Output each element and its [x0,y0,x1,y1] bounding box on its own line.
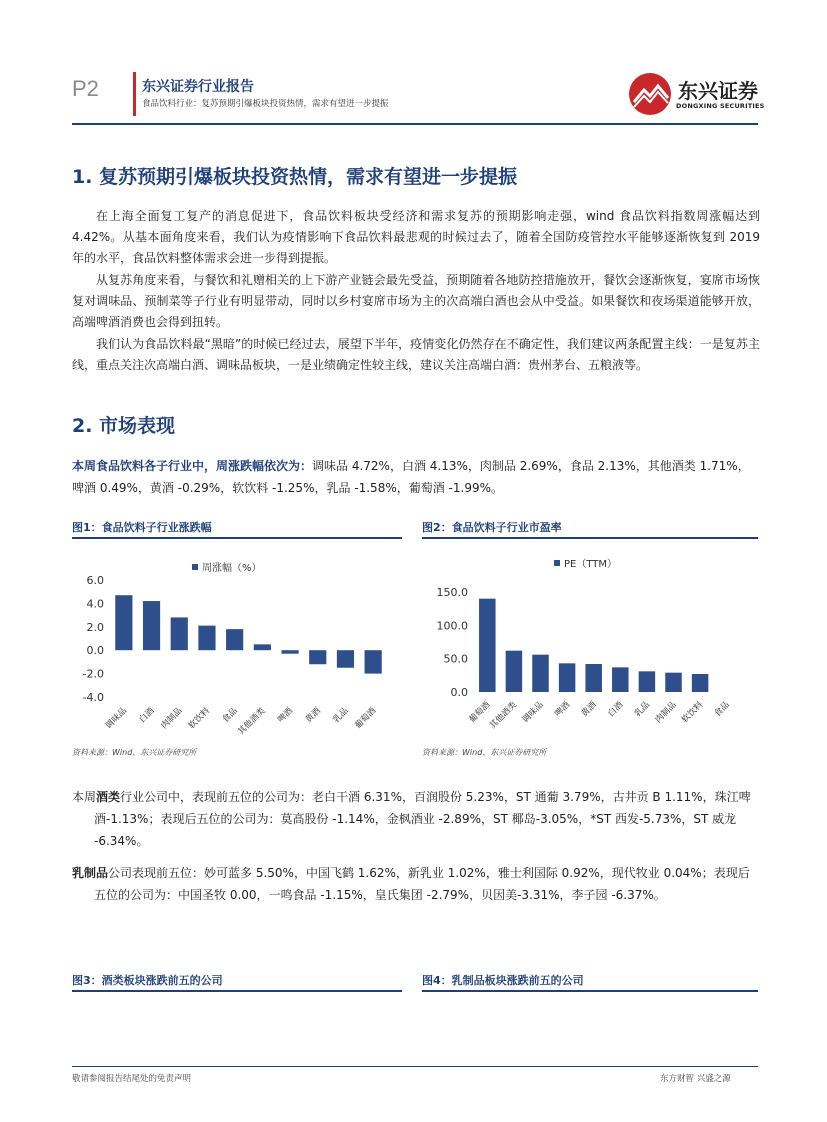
figure-4-title: 图4：乳制品板块涨跌前五的公司 [422,974,584,987]
alcohol-paragraph-text: 行业公司中，表现前五位的公司为：老白干酒 6.31%，百润股份 5.23%，ST 通葡 3.79%，古井贡 B 1.11%，珠江啤酒-1.13%；表现后五位的公司为：莫高股份 -1.14%，金枫酒业 -2.89%，ST 椰岛-3.05%，*ST 西发-5.73%，ST 威龙 -6.34%。 [94,790,751,848]
figure-2-rule [422,537,758,539]
chart-2-ytick: 50.0 [443,652,468,666]
chart-2-xtick: 葡萄酒 [467,700,493,726]
chart-2-bar [692,674,708,692]
paragraph-2: 从复苏角度来看，与餐饮和礼赠相关的上下游产业链会最先受益，预期随着各地防控措施放开，餐饮会逐渐恢复，宴席市场恢复对调味品、预制菜等子行业有明显带动，同时以乡村宴席市场为主的次高端白酒也会从中受益。如果餐饮和夜场渠道能够开放，高端啤酒消费也会得到扭转。 [72,273,760,329]
market-summary-text: 调味品 4.72%，白酒 4.13%，肉制品 2.69%，食品 2.13%，其他酒类 1.71%，啤酒 0.49%，黄酒 -0.29%，软饮料 -1.25%，乳品 -1.58%，葡萄酒 -1.99%。 [72,459,750,495]
chart-2-bar [612,667,628,692]
brand-logo-icon [628,72,674,116]
chart-1-bar [143,601,160,650]
alcohol-paragraph [72,786,760,852]
footer-divider [72,1066,758,1067]
chart-2-legend-swatch [554,560,560,566]
paragraph-1: 在上海全面复工复产的消息促进下，食品饮料板块受经济和需求复苏的预期影响走强，wind 食品饮料指数周涨幅达到 4.42%。从基本面角度来看，我们认为疫情影响下食品饮料最悲观的时候过去了，随着全国防疫管控水平能够逐渐恢复到 2019 年的水平，食品饮料整体需求会进一步得到提振。 [72,209,760,265]
chart-2-xtick: 白酒 [606,700,626,720]
chart-1-ytick: 6.0 [86,574,104,587]
chart-1-xtick: 食品 [220,706,240,726]
chart-2-bar [585,664,601,692]
footer-disclaimer: 敬请参阅报告结尾处的免责声明 [72,1074,192,1084]
chart-2-bar [532,655,548,692]
chart-1-xtick: 软饮料 [186,706,213,732]
chart-1-xtick: 肉制品 [159,706,185,732]
chart-2-ytick: 100.0 [436,619,468,633]
page-number: P2 [72,76,99,101]
chart-2-xtick: 调味品 [520,700,546,726]
header-divider [72,123,758,125]
chart-2-xtick: 黄酒 [579,700,599,720]
chart-1-legend: 周涨幅（%） [202,563,262,574]
chart-1-bar [226,629,243,650]
chart-1-bar [115,595,132,650]
section-heading-1: 1. 复苏预期引爆板块投资热情，需求有望进一步提振 [72,166,518,188]
chart-1-xtick: 其他酒类 [236,706,268,738]
chart-1-bar [281,650,298,654]
figure-1-title: 图1：食品饮料子行业涨跌幅 [72,521,212,534]
chart-2-bar [639,671,655,692]
chart-1-ytick: 4.0 [86,597,104,611]
footer-slogan: 东方财智 兴盛之源 [660,1074,731,1084]
figure-3-title: 图3：酒类板块涨跌前五的公司 [72,974,223,987]
chart-1-bar [309,650,326,664]
chart-1-bar [337,650,354,668]
dairy-paragraph-text: 公司表现前五位：妙可蓝多 5.50%，中国飞鹤 1.62%，新乳业 1.02%，雅士利国际 0.92%，现代牧业 0.04%；表现后五位的公司为：中国圣牧 0.00，一鸣食品 -1.15%，皇氏集团 -2.79%，贝因美-3.31%，李子园 -6.37%。 [94,866,750,902]
figure-1-source: 资料来源：Wind、东兴证券研究所 [72,748,197,757]
chart-1-ytick: 0.0 [86,644,104,658]
section-heading-2: 2. 市场表现 [72,415,176,437]
chart-1-xtick: 啤酒 [276,706,296,726]
report-subtitle: 食品饮料行业：复苏预期引爆板块投资热情，需求有望进一步提振 [142,99,389,109]
chart-1-xtick: 葡萄酒 [353,706,379,732]
chart-2-xtick: 肉制品 [653,700,679,726]
alcohol-paragraph-highlight: 酒类 [96,790,121,804]
chart-1-bar [171,617,188,650]
chart-2-bar [665,673,681,692]
chart-1-xtick: 乳品 [331,706,351,726]
chart-2-xtick: 啤酒 [553,700,573,720]
figure-2-title: 图2：食品饮料子行业市盈率 [422,521,562,534]
figure-4-rule [422,990,758,992]
market-summary [72,455,760,499]
brand-logo-text: 东兴证券 [678,79,758,103]
dairy-paragraph [72,862,760,906]
chart-2-xtick: 软饮料 [680,700,706,726]
chart-2-xtick: 乳品 [632,700,653,720]
dairy-paragraph-highlight: 乳制品 [72,866,109,880]
chart-2-ytick: 150.0 [436,586,468,599]
chart-1-legend-swatch [192,564,198,570]
chart-1-bar [365,650,382,673]
market-summary-lead: 本周食品饮料各子行业中，周涨跌幅依次为： [72,459,313,473]
chart-2-bar [506,651,522,692]
figure-2-source: 资料来源：Wind、东兴证券研究所 [422,748,547,757]
chart-1-ytick: -4.0 [82,691,104,704]
chart-2-ytick: 0.0 [450,686,468,699]
chart-1-xtick: 黄酒 [303,706,323,726]
chart-2-bar [479,599,495,692]
chart-1-ytick: -2.0 [82,667,104,681]
alcohol-paragraph-pre: 本周 [72,790,97,804]
chart-1-bar [198,626,215,651]
figure-3-rule [72,990,402,992]
paragraph-3: 我们认为食品饮料最“黑暗”的时候已经过去，展望下半年，疫情变化仍然存在不确定性，我们建议两条配置主线：一是复苏主线，重点关注次高端白酒、调味品板块，一是业绩确定性较主线，建议关注高端白酒：贵州茅台、五粮液等。 [72,337,760,372]
chart-2 [422,545,758,740]
chart-1-ytick: 2.0 [86,620,104,634]
chart-1-bar [254,644,271,650]
chart-2-xtick: 其他酒类 [487,700,520,732]
brand-logo-english: DONGXING SECURITIES [676,102,765,110]
header-accent-bar [133,72,136,116]
report-title: 东兴证券行业报告 [142,79,254,95]
chart-2-legend: PE（TTM） [564,559,618,570]
figure-1-rule [72,537,402,539]
chart-2-bar [559,663,575,692]
chart-2-xtick: 食品 [712,700,732,720]
chart-1 [72,545,402,740]
chart-1-xtick: 白酒 [137,706,157,726]
chart-1-xtick: 调味品 [103,706,129,732]
